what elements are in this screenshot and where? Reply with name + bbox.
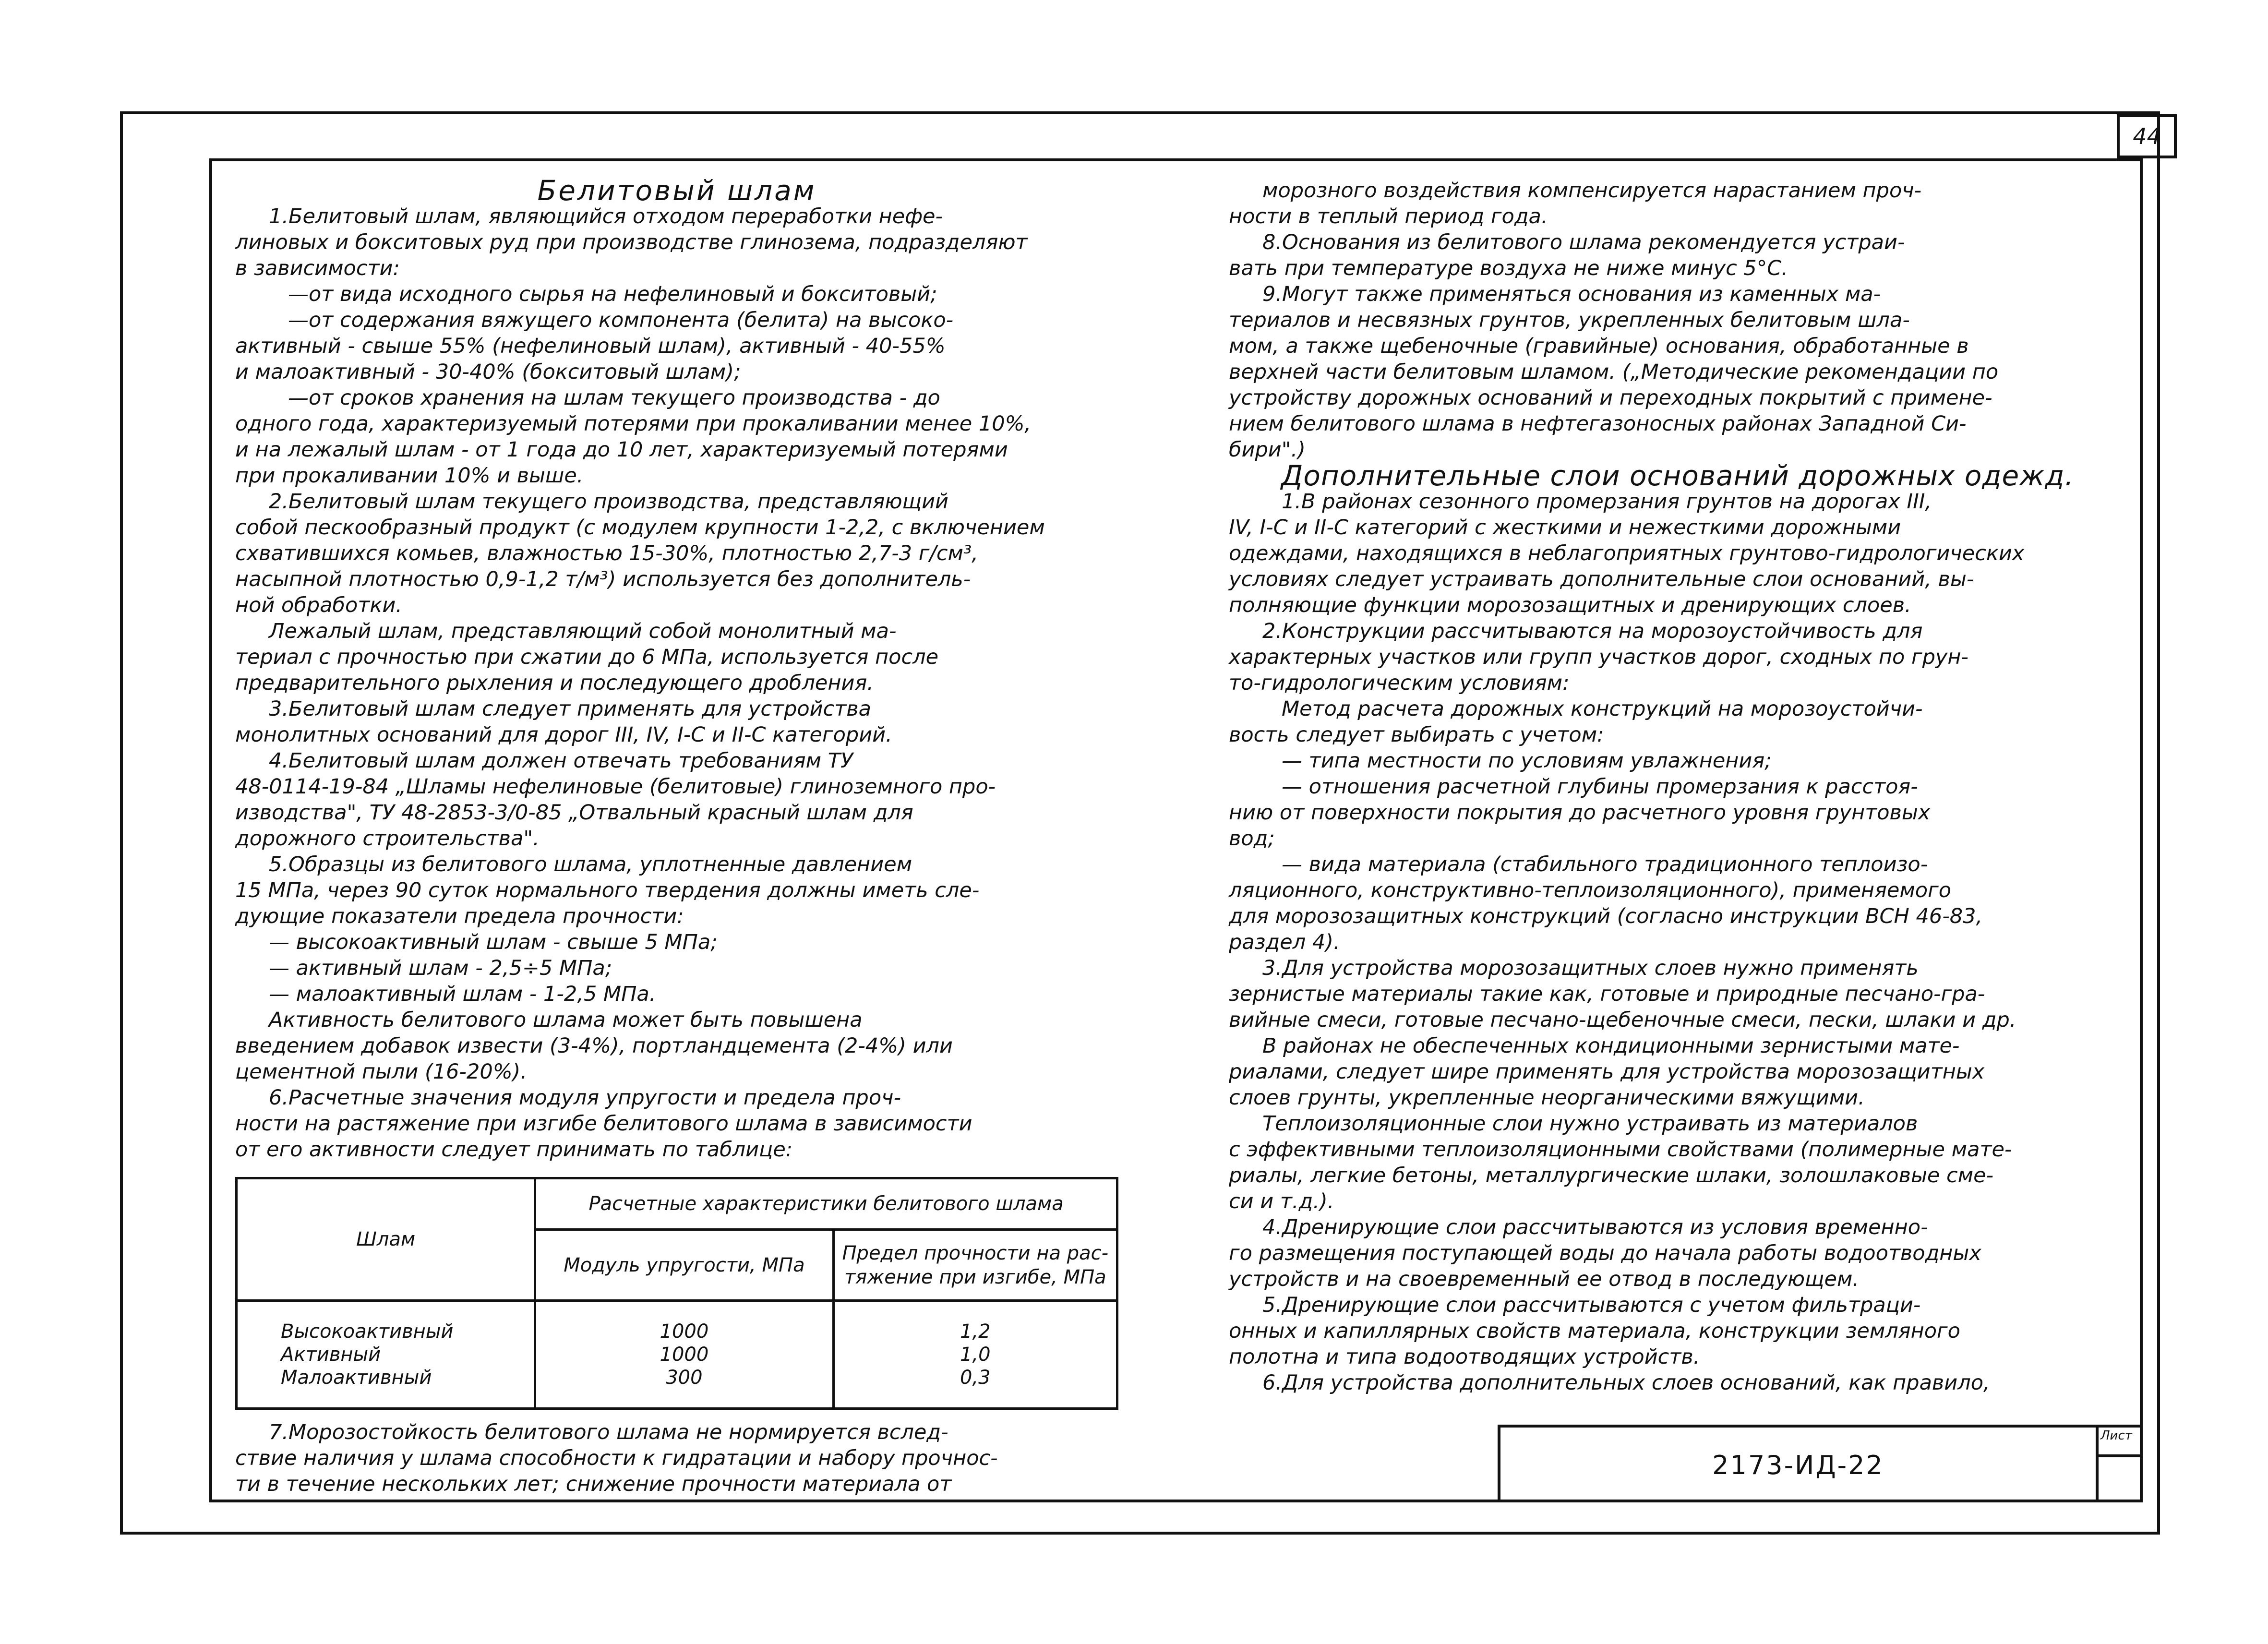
text-line: 6.Для устройства дополнительных слоев оснований, как правило, (1262, 1371, 1990, 1395)
text-line: териалов и несвязных грунтов, укрепленных белитовым шла- (1229, 308, 1910, 332)
table-col-names (237, 1301, 535, 1409)
text-line: изводства", ТУ 48-2853-3/0-85 „Отвальный красный шлам для (235, 801, 913, 825)
text-line: 8.Основания из белитового шлама рекомендуется устраи- (1262, 230, 1905, 254)
text-line: морозного воздействия компенсируется нарастанием проч- (1262, 179, 1922, 203)
text-line: Активность белитового шлама может быть повышена (269, 1008, 863, 1032)
text-line: с эффективными теплоизоляционными свойствами (полимерные мате- (1229, 1138, 2012, 1162)
table-header-strength-line2: тяжение при изгибе, МПа (844, 1266, 1106, 1288)
stamp-sheet-label: Лист (2096, 1428, 2143, 1457)
table-row-name: Малоактивный (281, 1367, 432, 1389)
text-line: активный - свыше 55% (нефелиновый шлам), активный - 40-55% (235, 334, 946, 358)
text-line: ти в течение нескольких лет; снижение прочности материала от (235, 1472, 952, 1496)
text-line: предварительного рыхления и последующего дробления. (235, 671, 874, 695)
text-line: для морозозащитных конструкций (согласно инструкции ВСН 46-83, (1229, 904, 1983, 928)
text-line: одного года, характеризуемый потерями при прокаливании менее 10%, (235, 412, 1032, 436)
text-line: и на лежалый шлам - от 1 года до 10 лет, характеризуемый потерями (235, 438, 1008, 462)
text-line: 1.В районах сезонного промерзания грунтов на дорогах III, (1282, 490, 1932, 514)
text-line: монолитных оснований для дорог III, IV, I-С и II-С категорий. (235, 723, 892, 747)
text-line: вость следует выбирать с учетом: (1229, 723, 1604, 747)
text-line: IV, I-С и II-С категорий с жесткими и нежесткими дорожными (1229, 516, 1901, 540)
text-line: 3.Белитовый шлам следует применять для устройства (269, 697, 871, 721)
text-line: то-гидрологическим условиям: (1229, 671, 1570, 695)
text-line: си и т.д.). (1229, 1189, 1334, 1213)
left-column (235, 174, 1118, 1497)
text-line: В районах не обеспеченных кондиционными зернистыми мате- (1262, 1034, 1960, 1058)
title-block (1498, 1425, 2143, 1502)
text-line: линовых и бокситовых руд при производстве глинозема, подразделяют (235, 230, 1028, 254)
text-line: одеждами, находящихся в неблагоприятных грунтово-гидрологических (1229, 541, 2025, 565)
text-line: —от сроков хранения на шлам текущего производства - до (288, 386, 940, 410)
text-line: вод; (1229, 827, 1275, 851)
text-line: —от вида исходного сырья на нефелиновый и бокситовый; (288, 282, 937, 306)
text-line: Теплоизоляционные слои нужно устраивать из материалов (1262, 1112, 1918, 1136)
text-line: Лежалый шлам, представляющий собой монолитный ма- (269, 619, 897, 643)
text-line: 2.Конструкции рассчитываются на морозоустойчивость для (1262, 619, 1923, 643)
text-line: — высокоактивный шлам - свыше 5 МПа; (269, 930, 718, 954)
text-line: от его активности следует принимать по таблице: (235, 1138, 793, 1162)
text-line: риалами, следует шире применять для устройства морозозащитных (1229, 1060, 1985, 1084)
text-line: характерных участков или групп участков дорог, сходных по грун- (1229, 645, 1968, 669)
table-row-modulus: 1000 (660, 1320, 709, 1343)
text-line: 4.Белитовый шлам должен отвечать требованиям ТУ (269, 749, 853, 773)
sheet-number-box (2117, 114, 2177, 158)
text-line: териал с прочностью при сжатии до 6 МПа, используется после (235, 645, 939, 669)
right-text-bottom (1229, 489, 2126, 1396)
text-line: 15 МПа, через 90 суток нормального твердения должны иметь сле- (235, 878, 980, 902)
text-line: вать при температуре воздуха не ниже минус 5°С. (1229, 256, 1788, 280)
table-header-strength-line1: Предел прочности на рас- (842, 1242, 1109, 1264)
text-line: и малоактивный - 30-40% (бокситовый шлам); (235, 360, 741, 384)
text-line: 1.Белитовый шлам, являющийся отходом переработки нефе- (269, 204, 943, 228)
text-line: собой пескообразный продукт (с модулем крупности 1-2,2, с включением (235, 516, 1045, 540)
text-line: цементной пыли (16-20%). (235, 1060, 528, 1084)
text-line: — типа местности по условиям увлажнения; (1282, 749, 1772, 773)
text-line: 3.Для устройства морозозащитных слоев нужно применять (1262, 956, 1919, 980)
text-line: полняющие функции морозозащитных и дренирующих слоев. (1229, 593, 1911, 617)
text-line: — вида материала (стабильного традиционного теплоизо- (1282, 852, 1928, 876)
table-col-modulus (535, 1301, 833, 1409)
text-line: ности в теплый период года. (1229, 204, 1548, 228)
text-line: — активный шлам - 2,5÷5 МПа; (269, 956, 612, 980)
left-text-after-table (235, 1419, 1118, 1497)
table-row-modulus: 300 (666, 1367, 703, 1389)
text-line: —от содержания вяжущего компонента (белита) на высоко- (288, 308, 954, 332)
table-row-name: Высокоактивный (281, 1320, 454, 1343)
text-line: раздел 4). (1229, 930, 1340, 954)
text-line: схватившихся комьев, влажностью 15-30%, плотностью 2,7-3 г/см³, (235, 541, 978, 565)
text-line: устройству дорожных оснований и переходных покрытий с примене- (1229, 386, 1992, 410)
text-line: верхней части белитовым шламом. („Методические рекомендации по (1229, 360, 1999, 384)
table-header-strength (833, 1230, 1117, 1301)
text-line: го размещения поступающей воды до начала работы водоотводных (1229, 1241, 1981, 1265)
belite-table (235, 1177, 1118, 1410)
table-group-header: Расчетные характеристики белитового шлама (535, 1178, 1117, 1230)
text-line: 2.Белитовый шлам текущего производства, представляющий (269, 490, 948, 514)
table-row-strength: 1,2 (960, 1320, 991, 1343)
text-line: вийные смеси, готовые песчано-щебеночные смеси, пески, шлаки и др. (1229, 1008, 2016, 1032)
text-line: 48-0114-19-84 „Шламы нефелиновые (белитовые) глиноземного про- (235, 775, 996, 799)
text-line: Метод расчета дорожных конструкций на морозоустойчи- (1282, 697, 1923, 721)
text-line: полотна и типа водоотводящих устройств. (1229, 1345, 1700, 1369)
right-text-top (1229, 178, 2126, 463)
table-header-shlam: Шлам (237, 1178, 535, 1301)
text-line: ности на растяжение при изгибе белитового шлама в зависимости (235, 1112, 972, 1136)
table-row-modulus: 1000 (660, 1344, 709, 1366)
text-line: дорожного строительства". (235, 827, 540, 851)
text-line: 5.Образцы из белитового шлама, уплотненные давлением (269, 852, 912, 876)
text-line: онных и капиллярных свойств материала, конструкции земляного (1229, 1319, 1960, 1343)
text-line: 7.Морозостойкость белитового шлама не нормируется вслед- (269, 1420, 948, 1444)
text-line: — отношения расчетной глубины промерзания к расстоя- (1282, 775, 1918, 799)
text-line: 4.Дренирующие слои рассчитываются из условия временно- (1262, 1215, 1928, 1239)
text-line: дующие показатели предела прочности: (235, 904, 684, 928)
text-line: при прокаливании 10% и выше. (235, 464, 584, 488)
table-header-modulus: Модуль упругости, МПа (535, 1230, 833, 1301)
right-title: Дополнительные слои оснований дорожных одежд. (1281, 459, 2074, 492)
text-line: в зависимости: (235, 256, 400, 280)
text-line: устройств и на своевременный ее отвод в последующем. (1229, 1267, 1860, 1291)
left-title: Белитовый шлам (537, 174, 816, 207)
text-line: условиях следует устраивать дополнительные слои оснований, вы- (1229, 567, 1974, 591)
stamp-sheet-number-cell (2096, 1457, 2143, 1502)
text-line: — малоактивный шлам - 1-2,5 МПа. (269, 982, 656, 1006)
right-column (1229, 178, 2126, 1396)
left-text-before-table (235, 204, 1118, 1163)
sheet-number: 44 (2133, 123, 2161, 149)
text-line: слоев грунты, укрепленные неорганическими вяжущими. (1229, 1086, 1865, 1110)
text-line: ствие наличия у шлама способности к гидратации и набору прочнос- (235, 1446, 998, 1470)
table-col-strength (833, 1301, 1117, 1409)
document-code: 2173-ИД-22 (1712, 1450, 1884, 1480)
text-line: зернистые материалы такие как, готовые и природные песчано-гра- (1229, 982, 1985, 1006)
text-line: 5.Дренирующие слои рассчитываются с учетом фильтраци- (1262, 1293, 1921, 1317)
text-line: 9.Могут также применяться основания из каменных ма- (1262, 282, 1881, 306)
text-line: 6.Расчетные значения модуля упругости и предела проч- (269, 1086, 901, 1110)
table-row-name: Активный (281, 1344, 381, 1366)
table-row-strength: 1,0 (960, 1344, 991, 1366)
text-line: введением добавок извести (3-4%), портландцемента (2-4%) или (235, 1034, 953, 1058)
text-line: ляционного, конструктивно-теплоизоляционного), применяемого (1229, 878, 1951, 902)
text-line: риалы, легкие бетоны, металлургические шлаки, золошлаковые сме- (1229, 1164, 1994, 1188)
text-line: насыпной плотностью 0,9-1,2 т/м³) используется без дополнитель- (235, 567, 971, 591)
text-line: мом, а также щебеночные (гравийные) основания, обработанные в (1229, 334, 1969, 358)
text-line: ной обработки. (235, 593, 402, 617)
text-line: нию от поверхности покрытия до расчетного уровня грунтовых (1229, 801, 1931, 825)
text-line: нием белитового шлама в нефтегазоносных районах Западной Си- (1229, 412, 1967, 436)
table-row-strength: 0,3 (960, 1367, 991, 1389)
text-line: бири".) (1229, 438, 1306, 462)
